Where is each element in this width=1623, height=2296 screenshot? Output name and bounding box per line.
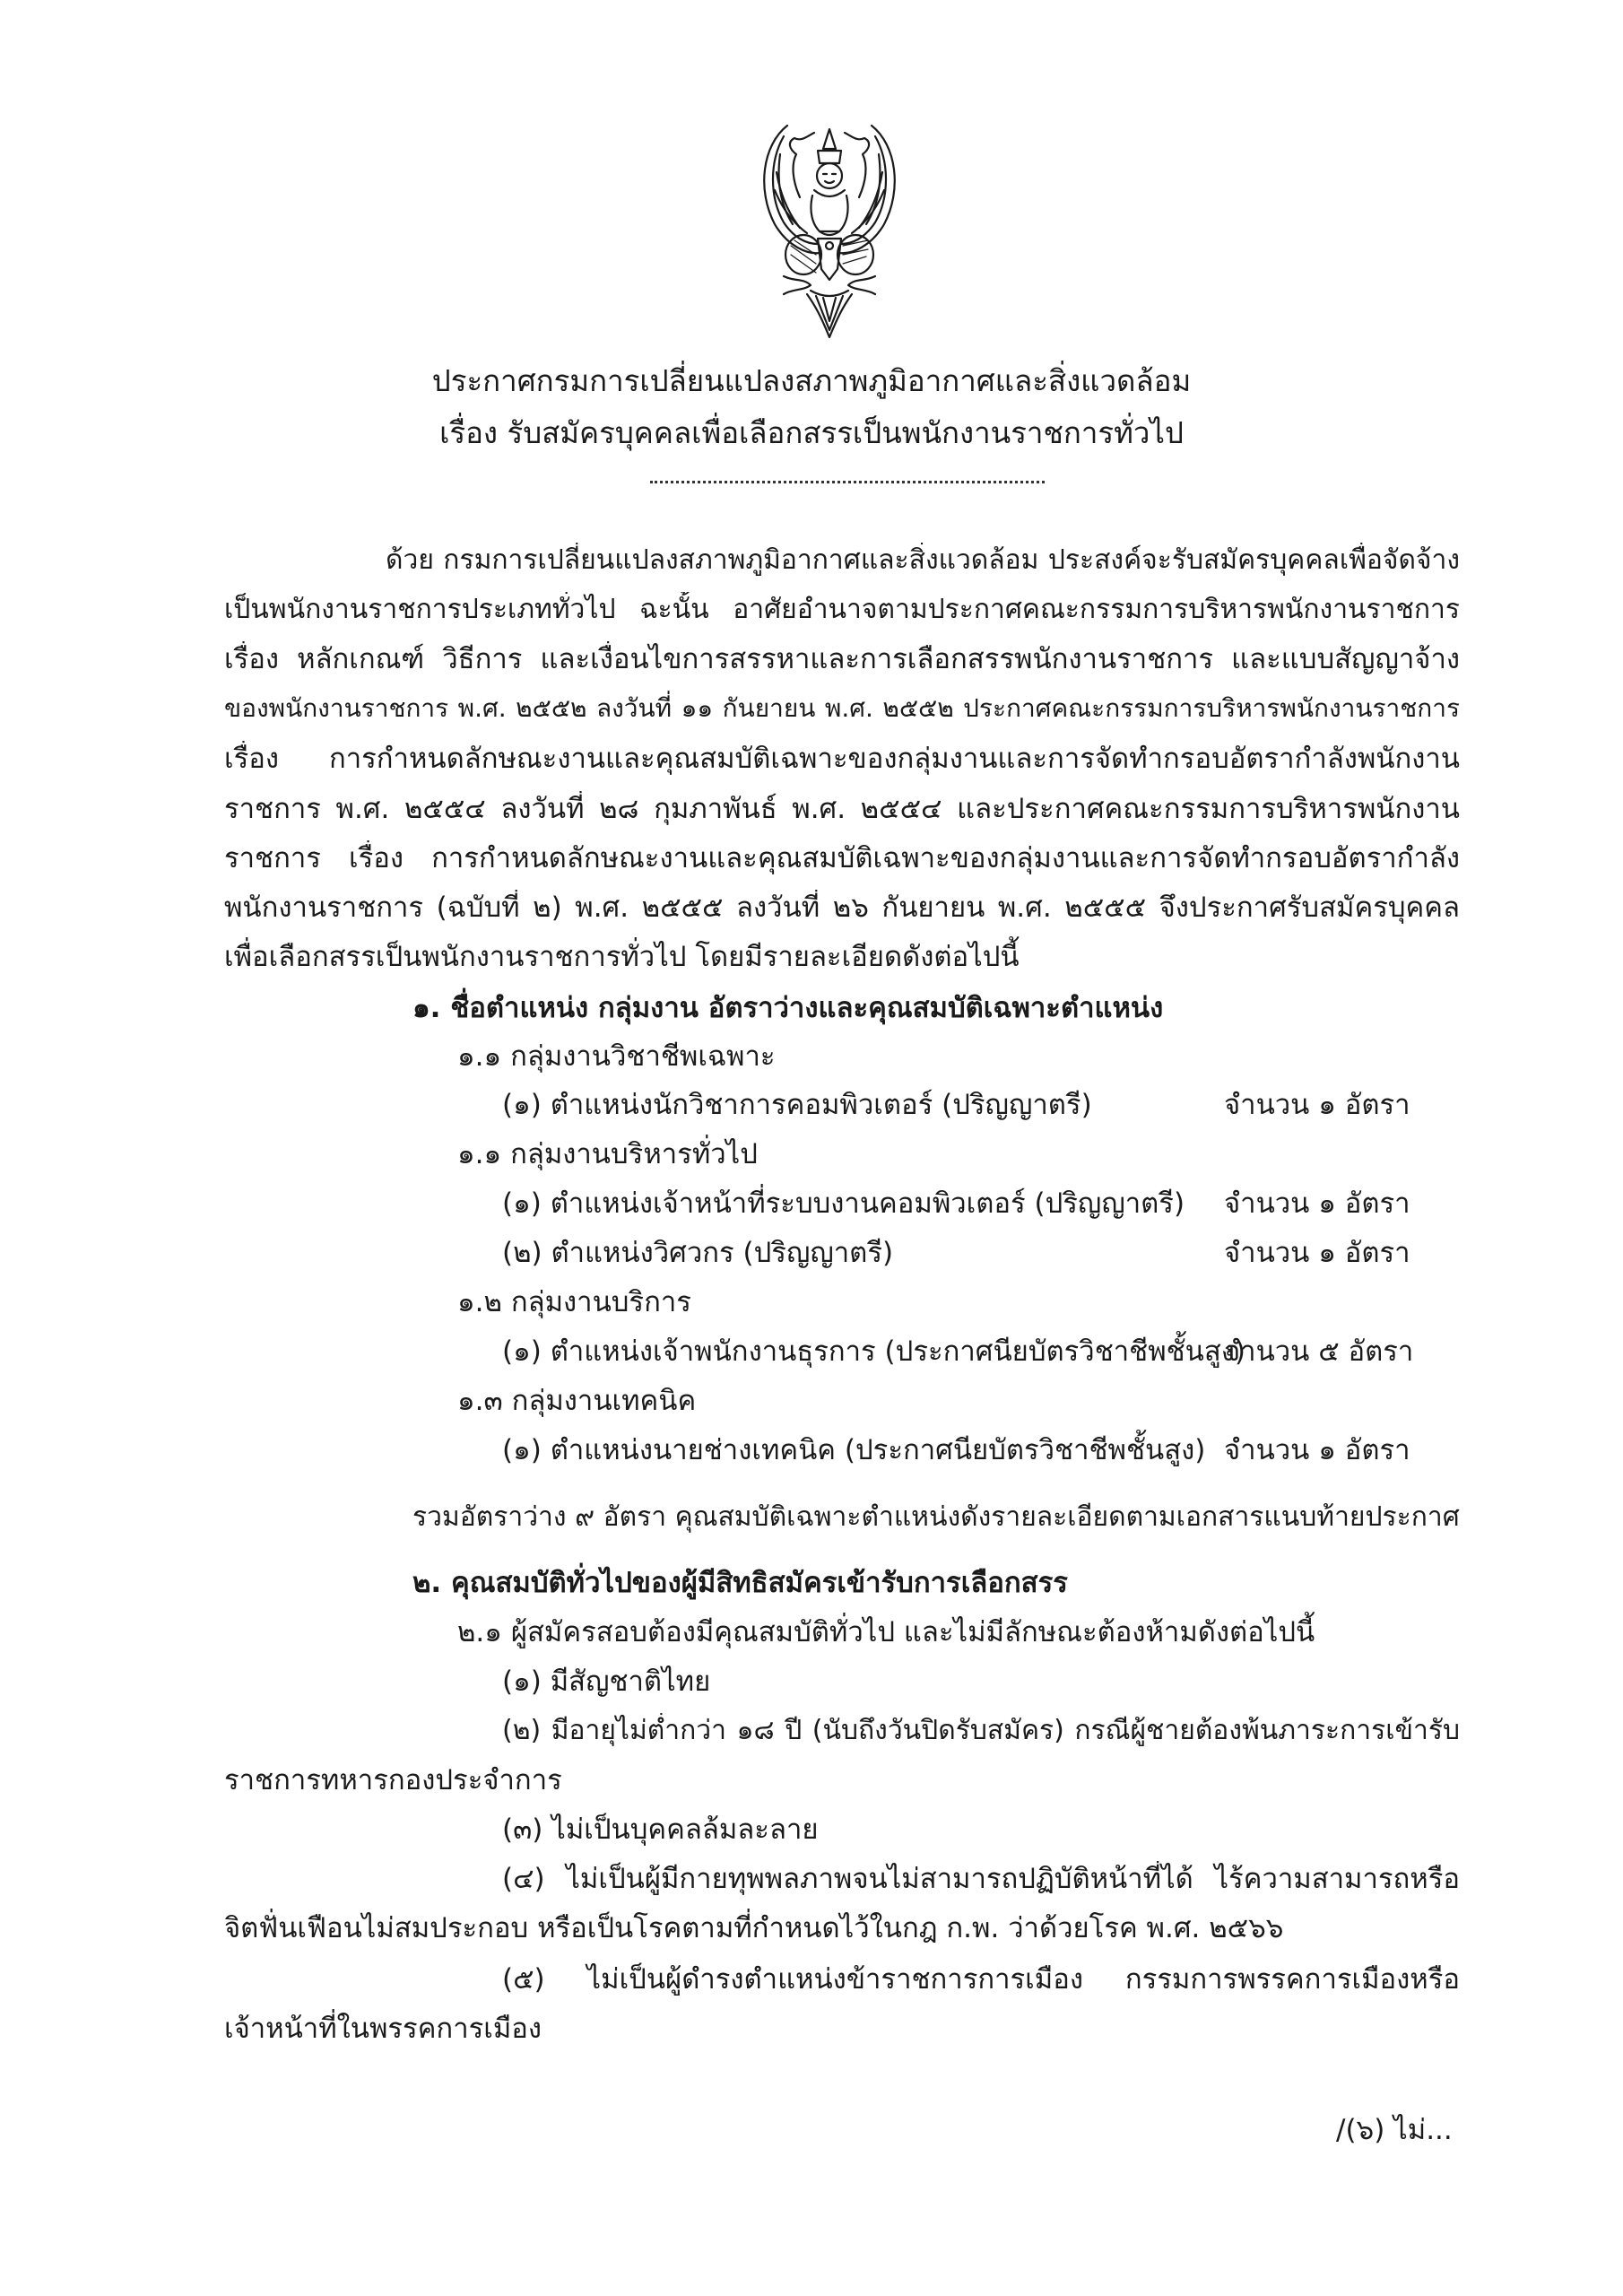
intro-line: เรื่อง หลักเกณฑ์ วิธีการ และเงื่อนไขการสรรหาและการเลือกสรรพนักงานราชการ และแบบสัญญาจ้าง [224,643,1460,675]
group-heading: ๑.๓ กลุ่มงานเทคนิค [457,1385,697,1417]
qualification-item: (๔) ไม่เป็นผู้มีกายทุพพลภาพจนไม่สามารถปฏิบัติหน้าที่ได้ ไร้ความสามารถหรือ [502,1863,1460,1895]
group-heading: ๑.๒ กลุ่มงานบริการ [457,1286,691,1318]
position-name: (๑) ตำแหน่งนายช่างเทคนิค (ประกาศนียบัตรวิชาชีพชั้นสูง) [502,1434,1206,1466]
qualification-item: (๑) มีสัญชาติไทย [502,1665,711,1698]
intro-line: ราชการ เรื่อง การกำหนดลักษณะงานและคุณสมบัติเฉพาะของกลุ่มงานและการจัดทำกรอบอัตรากำลัง [224,842,1460,874]
position-name: (๑) ตำแหน่งเจ้าหน้าที่ระบบงานคอมพิวเตอร์ (ปริญญาตรี) [502,1187,1185,1220]
position-count: จำนวน ๑ อัตรา [1224,1434,1410,1466]
section-2-heading: ๒. คุณสมบัติทั่วไปของผู้มีสิทธิสมัครเข้ารับการเลือกสรร [412,1567,1068,1599]
total-vacancies: รวมอัตราว่าง ๙ อัตรา คุณสมบัติเฉพาะตำแหน่งดังรายละเอียดตามเอกสารแนบท้ายประกาศ [412,1501,1460,1533]
intro-line: ด้วย กรมการเปลี่ยนแปลงสภาพภูมิอากาศและสิ่งแวดล้อม ประสงค์จะรับสมัครบุคคลเพื่อจัดจ้าง [386,544,1460,576]
qualification-item: (๓) ไม่เป็นบุคคลล้มละลาย [502,1813,819,1846]
qualification-item-continued: ราชการทหารกองประจำการ [224,1764,562,1796]
intro-line: เป็นพนักงานราชการประเภททั่วไป ฉะนั้น อาศัยอำนาจตามประกาศคณะกรรมการบริหารพนักงานราชการ [224,594,1460,625]
section-2-1-heading: ๒.๑ ผู้สมัครสอบต้องมีคุณสมบัติทั่วไป และไม่มีลักษณะต้องห้ามดังต่อไปนี้ [457,1616,1315,1648]
intro-line: ของพนักงานราชการ พ.ศ. ๒๕๕๒ ลงวันที่ ๑๑ กันยายน พ.ศ. ๒๕๕๒ ประกาศคณะกรรมการบริหารพนักงานราชการ [224,693,1460,723]
position-count: จำนวน ๑ อัตรา [1224,1237,1410,1269]
position-count: จำนวน ๑ อัตรา [1224,1089,1410,1121]
garuda-emblem-icon [744,118,915,343]
position-name: (๑) ตำแหน่งเจ้าพนักงานธุรการ (ประกาศนียบัตรวิชาชีพชั้นสูง) [502,1335,1246,1368]
qualification-item: (๕) ไม่เป็นผู้ดำรงตำแหน่งข้าราชการการเมือง กรรมการพรรคการเมืองหรือ [502,1963,1460,1996]
intro-line: ราชการ พ.ศ. ๒๕๕๔ ลงวันที่ ๒๘ กุมภาพันธ์ พ.ศ. ๒๕๕๔ และประกาศคณะกรรมการบริหารพนักงาน [224,793,1460,825]
position-count: จำนวน ๑ อัตรา [1224,1187,1410,1220]
intro-line: เรื่อง การกำหนดลักษณะงานและคุณสมบัติเฉพาะของกลุ่มงานและการจัดทำกรอบอัตรากำลังพนักงาน [224,743,1460,775]
position-name: (๑) ตำแหน่งนักวิชาการคอมพิวเตอร์ (ปริญญาตรี) [502,1089,1092,1121]
announcement-title: ประกาศกรมการเปลี่ยนแปลงสภาพภูมิอากาศและสิ่งแวดล้อม [431,363,1192,398]
announcement-subject: เรื่อง รับสมัครบุคคลเพื่อเลือกสรรเป็นพนักงานราชการทั่วไป [439,415,1184,450]
position-name: (๒) ตำแหน่งวิศวกร (ปริญญาตรี) [502,1237,894,1269]
qualification-item-continued: เจ้าหน้าที่ในพรรคการเมือง [224,2013,542,2045]
group-heading: ๑.๑ กลุ่มงานบริหารทั่วไป [457,1138,758,1170]
page-continuation: /(๖) ไม่... [1336,2114,1453,2146]
group-heading: ๑.๑ กลุ่มงานวิชาชีพเฉพาะ [457,1040,776,1073]
section-1-heading: ๑. ชื่อตำแหน่ง กลุ่มงาน อัตราว่างและคุณสมบัติเฉพาะตำแหน่ง [412,992,1164,1024]
position-count: จำนวน ๕ อัตรา [1224,1335,1414,1368]
title-divider [650,475,1045,483]
intro-line: เพื่อเลือกสรรเป็นพนักงานราชการทั่วไป โดยมีรายละเอียดดังต่อไปนี้ [224,941,1020,973]
qualification-item: (๒) มีอายุไม่ต่ำกว่า ๑๘ ปี (นับถึงวันปิดรับสมัคร) กรณีผู้ชายต้องพ้นภาระการเข้ารับ [502,1715,1460,1746]
qualification-item-continued: จิตฟั่นเฟือนไม่สมประกอบ หรือเป็นโรคตามที่กำหนดไว้ในกฎ ก.พ. ว่าด้วยโรค พ.ศ. ๒๕๖๖ [224,1912,1284,1944]
intro-line: พนักงานราชการ (ฉบับที่ ๒) พ.ศ. ๒๕๕๕ ลงวันที่ ๒๖ กันยายน พ.ศ. ๒๕๕๕ จึงประกาศรับสมัครบุคคล [224,891,1460,924]
